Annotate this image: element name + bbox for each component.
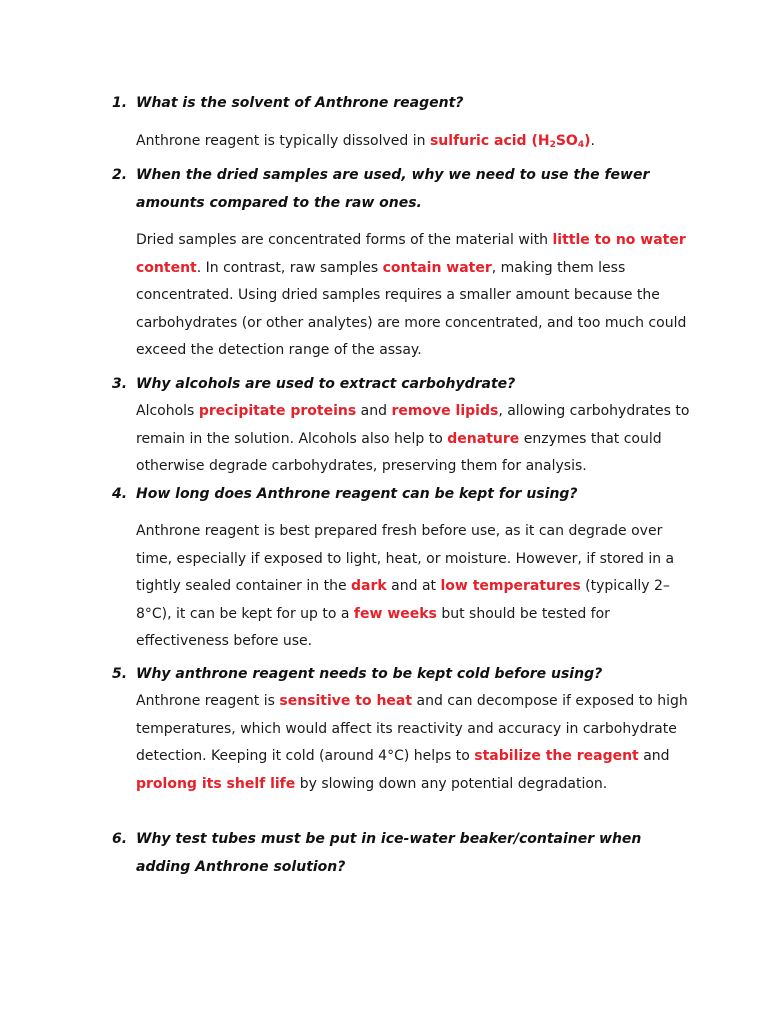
answer-3 bbox=[136, 398, 696, 481]
answer-text: Alcohols bbox=[136, 403, 199, 419]
highlighted-term: sulfuric acid (H bbox=[429, 133, 550, 149]
answer-text: enzymes that could otherwise degrade carbohydrates, preserving them for analysis. bbox=[136, 430, 662, 474]
question-4 bbox=[112, 480, 696, 508]
highlighted-term: few weeks bbox=[353, 605, 437, 622]
answer-text: Anthrone reagent is typically dissolved in bbox=[136, 133, 430, 149]
question-number-4: 4. bbox=[112, 486, 128, 502]
answer-text: and can decompose if exposed to high temperatures, which would affect its reactivity and accuracy in carbohydrate detection. Keeping it cold (around 4°C) helps to bbox=[136, 693, 688, 764]
highlighted-term: 4 bbox=[577, 140, 585, 150]
question-number-1: 1. bbox=[112, 95, 128, 111]
question-text-2: When the dried samples are used, why we need to use the fewer amounts compared to the raw ones. bbox=[136, 167, 650, 211]
highlighted-term: remove lipids bbox=[391, 403, 499, 419]
highlighted-term: little to no water content bbox=[136, 232, 686, 276]
answer-text: by slowing down any potential degradation. bbox=[295, 775, 608, 792]
question-text-5: Why anthrone reagent needs to be kept cold before using? bbox=[136, 666, 603, 682]
answer-text: (typically 2–8°C), it can be kept for up to a bbox=[136, 578, 670, 622]
question-3 bbox=[112, 370, 696, 398]
qa-item-4 bbox=[0, 480, 768, 656]
qa-item-6 bbox=[0, 825, 768, 881]
answer-text: , allowing carbohydrates to remain in the solution. Alcohols also help to bbox=[136, 403, 690, 447]
highlighted-term: denature bbox=[447, 430, 520, 447]
question-2 bbox=[112, 161, 696, 217]
answer-text: Dried samples are concentrated forms of the material with bbox=[136, 232, 553, 248]
highlighted-term: stabilize the reagent bbox=[474, 748, 639, 764]
highlighted-term: dark bbox=[351, 578, 387, 594]
answer-1 bbox=[136, 128, 696, 156]
answer-text: , making them less concentrated. Using dried samples requires a smaller amount because the carbohydrates (or other analytes) are more concentrated, and too much could exceed the detection range of the assay. bbox=[136, 259, 687, 358]
question-number-5: 5. bbox=[112, 666, 128, 682]
answer-text: Anthrone reagent is bbox=[136, 693, 280, 709]
answer-5 bbox=[136, 688, 696, 798]
highlighted-term: sensitive to heat bbox=[279, 693, 413, 709]
question-number-6: 6. bbox=[112, 831, 128, 847]
highlighted-term: SO bbox=[555, 133, 578, 149]
qa-item-5 bbox=[0, 660, 768, 798]
answer-text: but should be tested for effectiveness before use. bbox=[136, 605, 610, 649]
question-text-6: Why test tubes must be put in ice-water beaker/container when adding Anthrone solution? bbox=[136, 831, 642, 875]
qa-item-2 bbox=[0, 161, 768, 365]
answer-text: and bbox=[638, 748, 670, 764]
answer-text: and bbox=[356, 403, 392, 419]
answer-4 bbox=[136, 518, 696, 656]
question-6 bbox=[112, 825, 696, 881]
answer-2 bbox=[136, 227, 696, 365]
highlighted-term: 2 bbox=[549, 140, 556, 150]
qa-item-3 bbox=[0, 370, 768, 481]
highlighted-term: contain water bbox=[382, 259, 492, 276]
answer-text: . bbox=[590, 133, 595, 149]
highlighted-term: precipitate proteins bbox=[198, 403, 357, 419]
question-1 bbox=[112, 89, 696, 117]
highlighted-term: low temperatures bbox=[440, 578, 581, 594]
question-text-4: How long does Anthrone reagent can be kept for using? bbox=[136, 486, 578, 502]
question-text-1: What is the solvent of Anthrone reagent? bbox=[136, 95, 464, 111]
question-5 bbox=[112, 660, 696, 688]
answer-text: Anthrone reagent is best prepared fresh before use, as it can degrade over time, especially if exposed to light, heat, or moisture. However, if stored in a tightly sealed container in the bbox=[136, 523, 675, 594]
question-number-2: 2. bbox=[112, 167, 128, 183]
highlighted-term: prolong its shelf life bbox=[136, 775, 296, 792]
answer-text: . In contrast, raw samples bbox=[196, 259, 383, 276]
question-text-3: Why alcohols are used to extract carbohydrate? bbox=[136, 376, 516, 392]
question-number-3: 3. bbox=[112, 376, 128, 392]
answer-text: and at bbox=[386, 578, 441, 594]
qa-item-1 bbox=[0, 89, 768, 156]
highlighted-term: ) bbox=[584, 133, 591, 149]
